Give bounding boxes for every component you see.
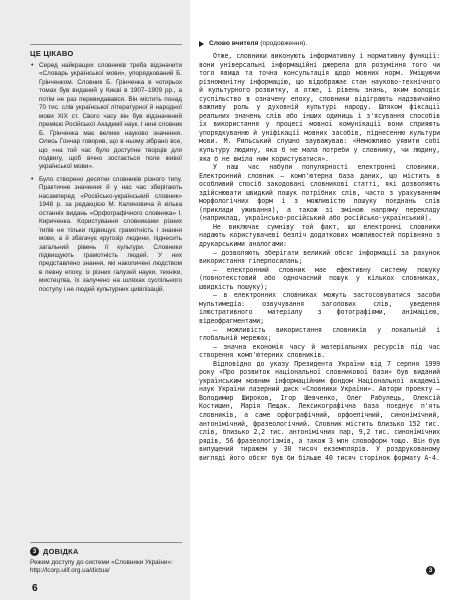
list-item: — електронний словник має ефективну систему пошуку (повнотекстовий або одночасний пошук у кількох словниках, швидкість пошуку); (199, 265, 440, 291)
section-title-main: Слово вчителя (209, 40, 259, 47)
paragraph: Відповідно до указу Президента України від 7 серпня 1999 року «Про розвиток національної словникової бази» був виданий українським мовним інформаційним фондом Національної академії наук України лазерний диск «Словники України». Автори проекту — Володимир Широков, Ігор Шевченко, Олег Рабулець, Олексій Костишин, Марія Пещак. Лексикографічна база поєднує п'ять словників, а саме орфографічний, орфоепічний, синонімічний, антонімічний, фразеологічний. Словник містить близько 152 тис. слів, близько 2,2 тис. антонімічних пар, 9,2 тис. синонімічних рядів, 56 фразеологізмів, а також 3 млн словоформ тощо. Він був випущений тиражем у 30 тисяч екземплярів. У роздрукованому вигляді його обсяг був би більше 40 тисяч сторінок формату А-4. (199, 359, 440, 462)
list-item: — значна економія часу й матеріальних ресурсів під час створення комп'ютерних словників. (199, 342, 440, 360)
list-item: — в електронних словниках можуть застосовуватися засоби мультимедіа: озвучування заголових слів, уведення ілюстративного матеріалу з фотографіями, анімацією, відеофрагментами; (199, 291, 440, 325)
list-item: — дозволяють зберігати великий обсяг інформації за рахунок використання гіперпосилань; (199, 248, 440, 266)
reference-header (30, 547, 182, 556)
interesting-item: • Було створено десятки словників різного типу. Практичне значення й у нас час зберігають насамперед «Російсько-український словник» 1948 р. за редакцією М. Калиновича й кілька останніх видань «Орфографічного словника» І. Кириченка. Користування словниками різних типів не тільки підвищує грамотність і знання мови, а й збагачує кругозір людини, піднесить загальний рівень її культури. Словники підвищують грамотність людей. У них представлено знання, які накопичені людством в певну епоху, із різних галузей науки, техніки, мистецтва, їх залучено на шляхах суспільного поступу і не людей культурних цивілізацій. (30, 176, 182, 294)
interesting-item: • Серед найкращих словників треба відзначити «Словарь української мови», упорядкований Б. Грінченком. Словник Б. Грінченка в чотирьох томах був виданий у Києві в 1907–1909 рр., а потім не раз перевидавався. Він містить понад 70 тис. слів української літературної й народної мови XIX ст. Свого часу він був відзначений премією Російської Академії наук. І нині словник Б. Грінченка має велике науково значення. Олесь Гончар говорив, що в ньому зібрано все, що «на той час було доступне творців для подвигу, щоб вічно зостається поле живої української мови». (30, 62, 182, 172)
section-subtitle: (продовження). (260, 40, 308, 47)
paragraph: У наш час набули популярності електронні словники. Електронний словник — комп'ютерна база даних, що містить в особливий спосіб закодовані словникові статті, які дозволяють здійснювати швидкий пошук потрібних слів, часто з урахуванням морфологічних форм і з можливістю пошуку поєднань слів (приклади уживання), а також зі зміною напряму перекладу (наприклад, українсько-російський або російсько-український). (199, 163, 440, 223)
sidebar-panel (0, 0, 190, 600)
reference-number-badge: 3 (30, 547, 39, 556)
paragraph: Отже, словники виконують інформативну і нормативну функції: вони універсальні інформаційні джерела для розуміння того чи того явища та точна консультація щодо мовних норм. Уміщуючи різноманітну інформацію, що відображає стан науково-технічного й культурного розвитку, а отже, і рівень знань, яким володіє суспільство в означену епоху, словники відіграють надзвичайно важливу роль у духовній культурі народу. Шляхом фіксації реальних значень слів або інших одиниць і з'ясування способів їх використання у процесі мовної комунікації вони сприяють упорядкуванню й уніфікації мовних засобів, піднесенню культури мови. М. Рильський слушно зауважував: «Неможливо уявити собі культуру людину, яка б не мала потреби у словнику, чи людину, яка б не вміла ним користуватися». (199, 52, 440, 163)
page-number: 6 (32, 583, 38, 594)
end-number-badge: 3 (426, 566, 435, 575)
interesting-title: ЦЕ ЦІКАВО (30, 49, 74, 58)
list-item: — можливість використання словників у локальній і глобальній мережах; (199, 325, 440, 343)
main-column (199, 40, 440, 462)
interesting-box (30, 44, 182, 298)
interesting-list (30, 62, 182, 294)
arrow-right-icon (199, 41, 204, 47)
paragraph: Не виключає сумніву той факт, що електронні словники надають користувачеві безліч додаткових можливостей порівняно з друкарськими аналогами: (199, 222, 440, 249)
reference-text: Режим доступу до системи «Словники України»: http://lcorp.ulif.org.ua/dictua/ (30, 559, 173, 575)
reference-box (30, 542, 182, 576)
section-title (209, 40, 307, 47)
section-header (199, 40, 440, 47)
reference-title: ДОВІДКА (43, 547, 79, 556)
